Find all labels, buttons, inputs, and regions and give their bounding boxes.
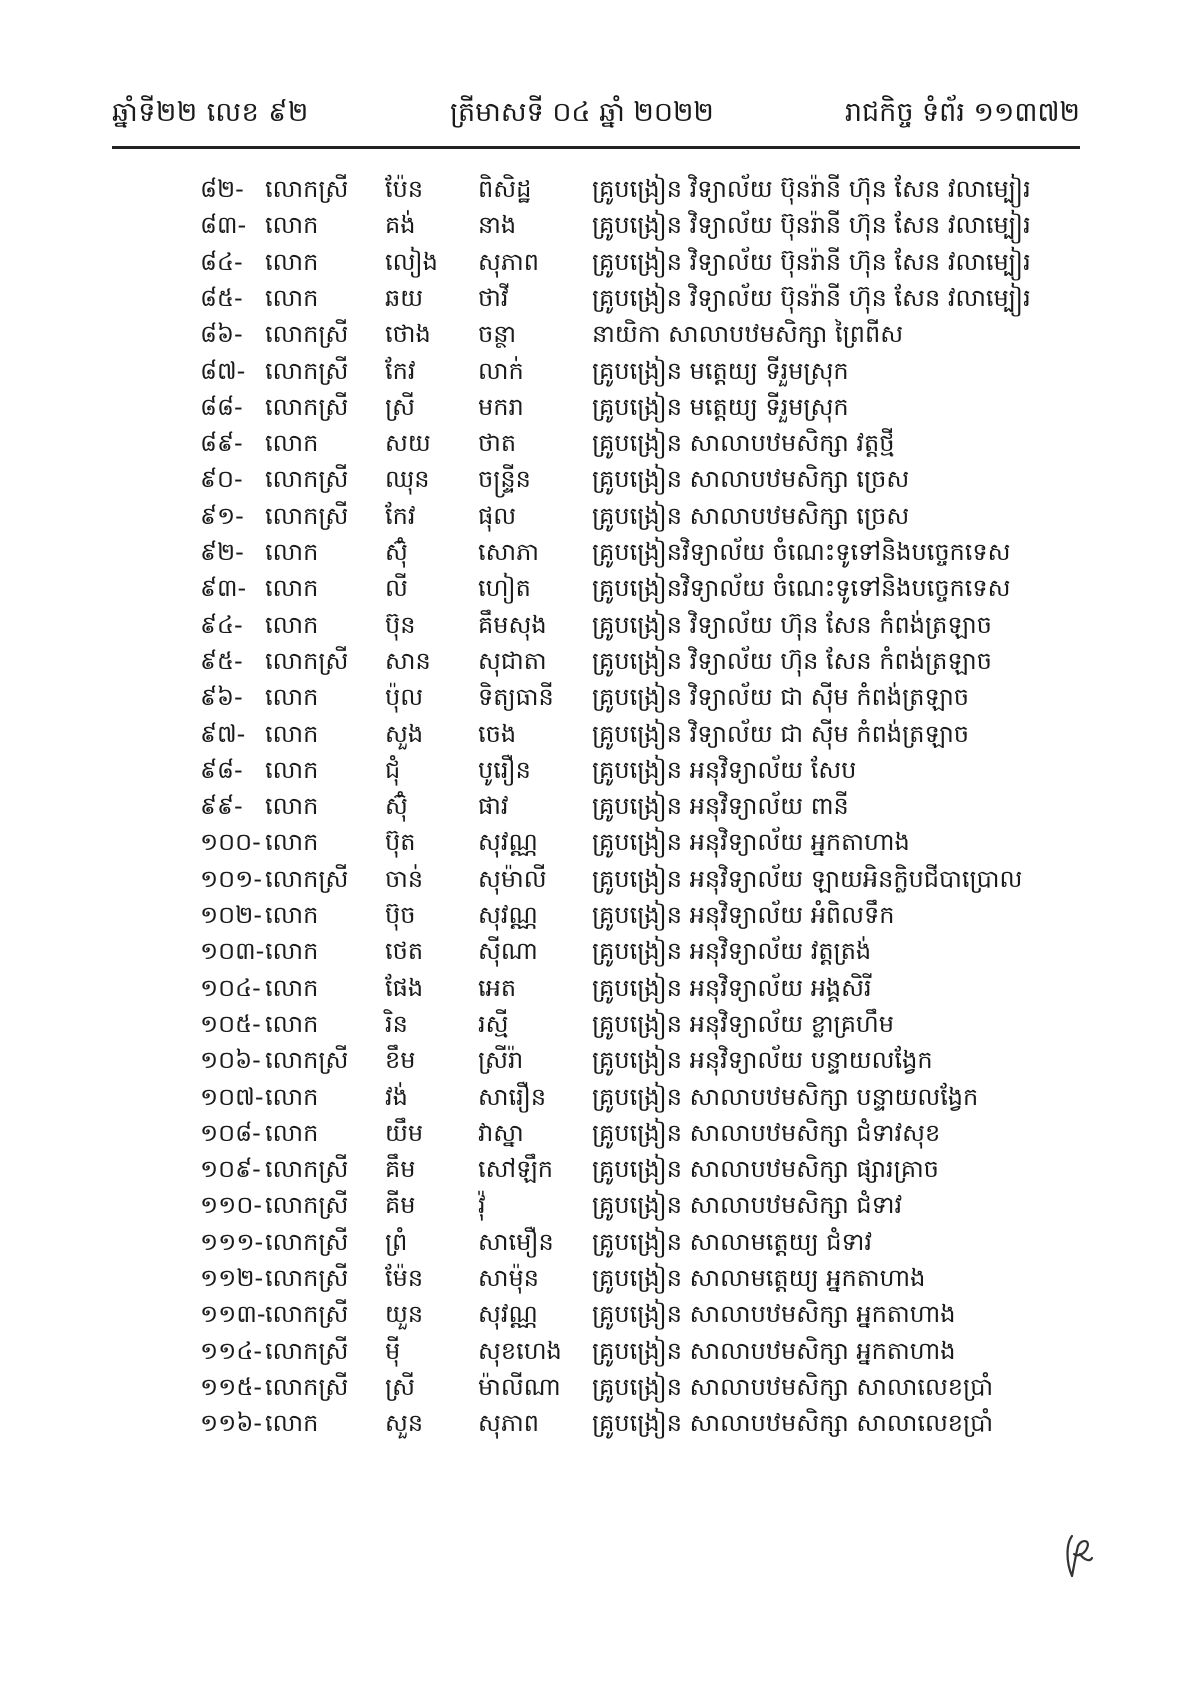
item-number: ១១១- bbox=[200, 1227, 264, 1256]
item-title: លោក bbox=[265, 901, 319, 929]
item-position: គ្រូបង្រៀន អនុវិទ្យាល័យ អ្នកតាហាង bbox=[592, 828, 910, 857]
list-item bbox=[0, 497, 1191, 535]
item-number: ១១៣- bbox=[200, 1300, 266, 1329]
item-position: គ្រូបង្រៀន សាលាបឋមសិក្សា បន្ទាយលង្វែក bbox=[592, 1082, 979, 1111]
list-item bbox=[0, 315, 1191, 353]
item-given-name: សុវណ្ណ bbox=[478, 1300, 538, 1329]
list-item bbox=[0, 352, 1191, 390]
item-position: គ្រូបង្រៀន អនុវិទ្យាល័យ បន្ទាយលង្វែក bbox=[592, 1046, 933, 1075]
item-surname: ស្រី bbox=[385, 392, 415, 421]
list-item bbox=[0, 823, 1191, 861]
item-position: គ្រូបង្រៀនវិទ្យាល័យ ចំណេះទូទៅនិងបច្ចេកទេស bbox=[592, 574, 1011, 603]
item-given-name: ចេង bbox=[478, 719, 517, 748]
list-item bbox=[0, 1114, 1191, 1152]
item-given-name: សាមឿន bbox=[478, 1227, 554, 1256]
item-surname: កែវ bbox=[385, 356, 416, 385]
item-position: គ្រូបង្រៀន សាលាមត្តេយ្យ អ្នកតាហាង bbox=[592, 1264, 926, 1292]
page-header bbox=[112, 96, 1080, 140]
item-number: ៩៦- bbox=[200, 683, 243, 712]
item-surname: គង់ bbox=[385, 211, 416, 240]
item-given-name: សាម៉ុន bbox=[478, 1264, 539, 1292]
item-surname: ប៉ែន bbox=[385, 175, 424, 203]
list-item bbox=[0, 533, 1191, 571]
item-number: ៩២- bbox=[200, 538, 244, 566]
item-number: ៨៧- bbox=[200, 356, 246, 385]
item-surname: សួង bbox=[385, 719, 424, 748]
item-surname: យួន bbox=[385, 1300, 424, 1329]
list-item bbox=[0, 243, 1191, 281]
item-given-name: ពិសិដ្ឋ bbox=[478, 175, 532, 203]
list-item bbox=[0, 932, 1191, 970]
list-item bbox=[0, 1186, 1191, 1224]
item-surname: លៀង bbox=[385, 247, 438, 276]
item-given-name: មករា bbox=[478, 392, 524, 421]
item-number: ១០៥- bbox=[200, 1009, 261, 1038]
item-position: គ្រូបង្រៀន វិទ្យាល័យ ជា ស៊ីម កំពង់ត្រឡាច bbox=[592, 683, 970, 712]
item-number: ១១២- bbox=[200, 1264, 264, 1292]
item-number: ១០១- bbox=[200, 864, 262, 893]
item-position: គ្រូបង្រៀន វិទ្យាល័យ ប៊ុនរ៉ានី ហ៊ុន សែន វលាម្បៀរ bbox=[592, 211, 1031, 240]
list-item bbox=[0, 1259, 1191, 1297]
item-surname: ស៊ុំ bbox=[385, 538, 408, 566]
item-number: ៩៤- bbox=[200, 610, 243, 639]
item-title: លោកស្រី bbox=[265, 1227, 349, 1256]
item-given-name: អេត bbox=[478, 973, 517, 1002]
item-number: ១០៤- bbox=[200, 973, 261, 1002]
item-title: លោកស្រី bbox=[265, 1046, 349, 1075]
item-number: ៨២- bbox=[200, 175, 244, 203]
item-given-name: រស្មី bbox=[478, 1009, 509, 1038]
header-page: រាជកិច្ច ទំព័រ ១១៣៧២ bbox=[844, 97, 1080, 128]
item-surname: វង់ bbox=[385, 1082, 408, 1111]
item-title: លោក bbox=[265, 792, 319, 821]
item-title: លោក bbox=[265, 1082, 319, 1111]
item-given-name: ស្រីរ៉ា bbox=[478, 1046, 524, 1075]
item-number: ៩៣- bbox=[200, 574, 247, 603]
item-number: ៩៩- bbox=[200, 792, 243, 821]
item-given-name: គឹមសុង bbox=[478, 610, 547, 639]
item-title: លោក bbox=[265, 755, 319, 784]
item-surname: ប៊ុត bbox=[385, 828, 416, 857]
item-position: គ្រូបង្រៀន វិទ្យាល័យ ប៊ុនរ៉ានី ហ៊ុន សែន វលាម្បៀរ bbox=[592, 283, 1031, 312]
item-number: ៨៩- bbox=[200, 429, 243, 458]
item-given-name: បូរឿន bbox=[478, 755, 531, 784]
item-position: គ្រូបង្រៀន វិទ្យាល័យ ប៊ុនរ៉ានី ហ៊ុន សែន វលាម្បៀរ bbox=[592, 247, 1031, 276]
list-item bbox=[0, 715, 1191, 753]
list-item bbox=[0, 678, 1191, 716]
item-title: លោកស្រី bbox=[265, 1264, 349, 1292]
item-position: គ្រូបង្រៀន អនុវិទ្យាល័យ ខ្លាគ្រហឹម bbox=[592, 1009, 895, 1038]
item-position: គ្រូបង្រៀន វិទ្យាល័យ ប៊ុនរ៉ានី ហ៊ុន សែន វលាម្បៀរ bbox=[592, 175, 1031, 203]
item-surname: យឹម bbox=[385, 1118, 424, 1147]
item-surname: សាន bbox=[385, 646, 431, 675]
list-item bbox=[0, 860, 1191, 898]
initial-mark-icon bbox=[1062, 1532, 1096, 1580]
item-given-name: វ៉ុ bbox=[478, 1191, 486, 1220]
item-number: ១០៨- bbox=[200, 1118, 261, 1147]
item-number: ៩៥- bbox=[200, 646, 243, 675]
item-position: គ្រូបង្រៀន អនុវិទ្យាល័យ ពានី bbox=[592, 792, 849, 821]
item-given-name: ថាត bbox=[478, 429, 517, 458]
item-title: លោក bbox=[265, 719, 319, 748]
item-title: លោកស្រី bbox=[265, 1191, 349, 1220]
item-number: ៩១- bbox=[200, 501, 244, 530]
list-item bbox=[0, 1295, 1191, 1333]
item-number: ៩០- bbox=[200, 465, 243, 494]
item-number: ១១៥- bbox=[200, 1372, 262, 1401]
item-position: គ្រូបង្រៀន សាលាបឋមសិក្សា វត្តថ្មី bbox=[592, 429, 895, 458]
item-given-name: នាង bbox=[478, 211, 517, 240]
item-surname: ម៉ី bbox=[385, 1336, 401, 1365]
item-position: គ្រូបង្រៀន មត្តេយ្យ ទីរួមស្រុក bbox=[592, 392, 849, 421]
list-item bbox=[0, 460, 1191, 498]
item-number: ១០២- bbox=[200, 901, 262, 929]
item-surname: សួន bbox=[385, 1409, 424, 1438]
item-given-name: វាស្នា bbox=[478, 1118, 524, 1147]
item-number: ៩៨- bbox=[200, 755, 243, 784]
item-position: គ្រូបង្រៀន អនុវិទ្យាល័យ ឡាយអិនក្លិបជីបាប្រោល bbox=[592, 864, 1023, 893]
item-title: លោក bbox=[265, 1409, 319, 1438]
item-title: លោក bbox=[265, 683, 319, 712]
item-position: គ្រូបង្រៀន វិទ្យាល័យ ហ៊ុន សែន កំពង់ត្រឡាច bbox=[592, 646, 992, 675]
item-title: លោកស្រី bbox=[265, 1300, 349, 1329]
list-item bbox=[0, 1223, 1191, 1261]
item-number: ១០០- bbox=[200, 828, 261, 857]
list-item bbox=[0, 206, 1191, 244]
item-title: លោក bbox=[265, 538, 319, 566]
item-given-name: សុខហេង bbox=[478, 1336, 562, 1365]
item-title: លោកស្រី bbox=[265, 1155, 349, 1184]
list-item bbox=[0, 896, 1191, 934]
item-title: លោក bbox=[265, 1009, 319, 1038]
list-item bbox=[0, 279, 1191, 317]
item-surname: ថោង bbox=[385, 320, 431, 349]
item-given-name: ចន្ថា bbox=[478, 320, 517, 349]
item-given-name: ផុល bbox=[478, 501, 517, 530]
list-item bbox=[0, 1078, 1191, 1116]
list-item bbox=[0, 969, 1191, 1007]
item-title: លោកស្រី bbox=[265, 392, 349, 421]
item-number: ១០៩- bbox=[200, 1155, 261, 1184]
item-given-name: លាក់ bbox=[478, 356, 524, 385]
item-title: លោក bbox=[265, 1118, 319, 1147]
item-given-name: សុភាព bbox=[478, 1409, 539, 1438]
list-item bbox=[0, 1150, 1191, 1188]
item-surname: ផែង bbox=[385, 973, 424, 1002]
item-position: គ្រូបង្រៀន សាលាបឋមសិក្សា អ្នកតាហាង bbox=[592, 1336, 956, 1365]
item-given-name: ហៀត bbox=[478, 574, 531, 603]
item-given-name: ចន្ទ្រីន bbox=[478, 465, 531, 494]
item-title: លោកស្រី bbox=[265, 864, 349, 893]
item-surname: ម៉ែន bbox=[385, 1264, 424, 1292]
item-position: គ្រូបង្រៀន វិទ្យាល័យ ជា ស៊ីម កំពង់ត្រឡាច bbox=[592, 719, 970, 748]
item-title: លោក bbox=[265, 610, 319, 639]
item-number: ៨៥- bbox=[200, 283, 243, 312]
item-position: គ្រូបង្រៀន អនុវិទ្យាល័យ វត្តត្រង់ bbox=[592, 937, 872, 966]
item-title: លោក bbox=[265, 574, 319, 603]
item-title: លោកស្រី bbox=[265, 1372, 349, 1401]
item-surname: លី bbox=[385, 574, 408, 603]
item-given-name: ម៉ាលីណា bbox=[478, 1372, 561, 1401]
item-surname: ជុំ bbox=[385, 755, 401, 784]
list-item bbox=[0, 1368, 1191, 1406]
item-number: ៩៧- bbox=[200, 719, 246, 748]
item-title: លោកស្រី bbox=[265, 320, 349, 349]
item-given-name: ទិត្យធានី bbox=[478, 683, 554, 712]
item-position: គ្រូបង្រៀន សាលាបឋមសិក្សា សាលាលេខប្រាំ bbox=[592, 1372, 994, 1401]
item-title: លោក bbox=[265, 211, 319, 240]
item-surname: ស្រី bbox=[385, 1372, 415, 1401]
item-position: គ្រូបង្រៀន មត្តេយ្យ ទីរួមស្រុក bbox=[592, 356, 849, 385]
item-given-name: សុម៉ាលី bbox=[478, 864, 547, 893]
list-item bbox=[0, 1332, 1191, 1370]
item-surname: គឹម bbox=[385, 1155, 416, 1184]
item-given-name: ផាវ bbox=[478, 792, 509, 821]
item-position: គ្រូបង្រៀន សាលាបឋមសិក្សា ច្រេស bbox=[592, 465, 910, 494]
item-surname: ខឹម bbox=[385, 1046, 416, 1075]
item-given-name: សុជាតា bbox=[478, 646, 547, 675]
item-title: លោកស្រី bbox=[265, 356, 349, 385]
item-title: លោកស្រី bbox=[265, 646, 349, 675]
item-surname: ចាន់ bbox=[385, 864, 424, 893]
item-title: លោក bbox=[265, 429, 319, 458]
item-position: គ្រូបង្រៀន អនុវិទ្យាល័យ អង្គសិរី bbox=[592, 973, 872, 1002]
item-number: ១១៤- bbox=[200, 1336, 262, 1365]
item-surname: ឆយ bbox=[385, 283, 424, 312]
item-title: លោកស្រី bbox=[265, 1336, 349, 1365]
item-given-name: ស៊ីណា bbox=[478, 937, 538, 966]
item-surname: ប៉ុល bbox=[385, 683, 424, 712]
item-number: ១១០- bbox=[200, 1191, 262, 1220]
item-surname: រិន bbox=[385, 1009, 408, 1038]
item-given-name: ថាវី bbox=[478, 283, 509, 312]
item-given-name: សុវណ្ណ bbox=[478, 828, 538, 857]
list-item bbox=[0, 1005, 1191, 1043]
item-title: លោកស្រី bbox=[265, 175, 349, 203]
item-position: គ្រូបង្រៀន សាលាបឋមសិក្សា ជំទាវ bbox=[592, 1191, 903, 1220]
item-number: ៨៤- bbox=[200, 247, 243, 276]
item-title: លោក bbox=[265, 828, 319, 857]
list-item bbox=[0, 569, 1191, 607]
item-surname: ព្រំ bbox=[385, 1227, 408, 1256]
item-position: គ្រូបង្រៀន សាលាបឋមសិក្សា ច្រេស bbox=[592, 501, 910, 530]
item-title: លោកស្រី bbox=[265, 501, 349, 530]
header-quarter: ត្រីមាសទី ០៤ ឆ្នាំ ២០២២ bbox=[450, 97, 714, 128]
item-surname: ស៊ុំ bbox=[385, 792, 408, 821]
item-position: គ្រូបង្រៀន អនុវិទ្យាល័យ អំពិលទឹក bbox=[592, 901, 895, 929]
item-position: នាយិកា សាលាបឋមសិក្សា ព្រៃពីស bbox=[592, 320, 904, 349]
item-position: គ្រូបង្រៀន សាលាបឋមសិក្សា ជំទាវសុខ bbox=[592, 1118, 941, 1147]
list-item bbox=[0, 787, 1191, 825]
item-title: លោក bbox=[265, 937, 319, 966]
item-title: លោក bbox=[265, 283, 319, 312]
item-given-name: សុភាព bbox=[478, 247, 539, 276]
list-item bbox=[0, 388, 1191, 426]
item-number: ១១៦- bbox=[200, 1409, 262, 1438]
item-position: គ្រូបង្រៀនវិទ្យាល័យ ចំណេះទូទៅនិងបច្ចេកទេស bbox=[592, 538, 1011, 566]
item-position: គ្រូបង្រៀន សាលាមត្តេយ្យ ជំទាវ bbox=[592, 1227, 872, 1256]
item-title: លោកស្រី bbox=[265, 465, 349, 494]
item-surname: កែវ bbox=[385, 501, 416, 530]
header-issue: ឆ្នាំទី២២ លេខ ៩២ bbox=[112, 97, 309, 128]
item-surname: ឈុន bbox=[385, 465, 430, 494]
item-number: ១០៣- bbox=[200, 937, 265, 966]
item-position: គ្រូបង្រៀន សាលាបឋមសិក្សា អ្នកតាហាង bbox=[592, 1300, 956, 1329]
item-number: ១០៦- bbox=[200, 1046, 261, 1075]
item-position: គ្រូបង្រៀន វិទ្យាល័យ ហ៊ុន សែន កំពង់ត្រឡាច bbox=[592, 610, 992, 639]
item-given-name: សៅឡឹក bbox=[478, 1155, 553, 1184]
list-item bbox=[0, 1041, 1191, 1079]
item-number: ៨៣- bbox=[200, 211, 247, 240]
header-rule bbox=[112, 146, 1080, 149]
item-surname: គីម bbox=[385, 1191, 416, 1220]
list-item bbox=[0, 751, 1191, 789]
list-item bbox=[0, 170, 1191, 208]
item-title: លោក bbox=[265, 247, 319, 276]
item-surname: ប៊ុច bbox=[385, 901, 416, 929]
item-title: លោក bbox=[265, 973, 319, 1002]
item-given-name: សារឿន bbox=[478, 1082, 547, 1111]
list-item bbox=[0, 606, 1191, 644]
list-item bbox=[0, 1404, 1191, 1442]
item-given-name: សោភា bbox=[478, 538, 539, 566]
item-given-name: សុវណ្ណ bbox=[478, 901, 538, 929]
item-surname: សយ bbox=[385, 429, 431, 458]
item-number: ៨៦- bbox=[200, 320, 243, 349]
list-item bbox=[0, 642, 1191, 680]
item-surname: ប៊ុន bbox=[385, 610, 416, 639]
item-position: គ្រូបង្រៀន សាលាបឋមសិក្សា សាលាលេខប្រាំ bbox=[592, 1409, 994, 1438]
list-item bbox=[0, 424, 1191, 462]
item-position: គ្រូបង្រៀន អនុវិទ្យាល័យ សែប bbox=[592, 755, 857, 784]
item-position: គ្រូបង្រៀន សាលាបឋមសិក្សា ផ្សារគ្រាច bbox=[592, 1155, 939, 1184]
item-number: ៨៨- bbox=[200, 392, 243, 421]
item-number: ១០៧- bbox=[200, 1082, 264, 1111]
item-surname: ថេត bbox=[385, 937, 424, 966]
